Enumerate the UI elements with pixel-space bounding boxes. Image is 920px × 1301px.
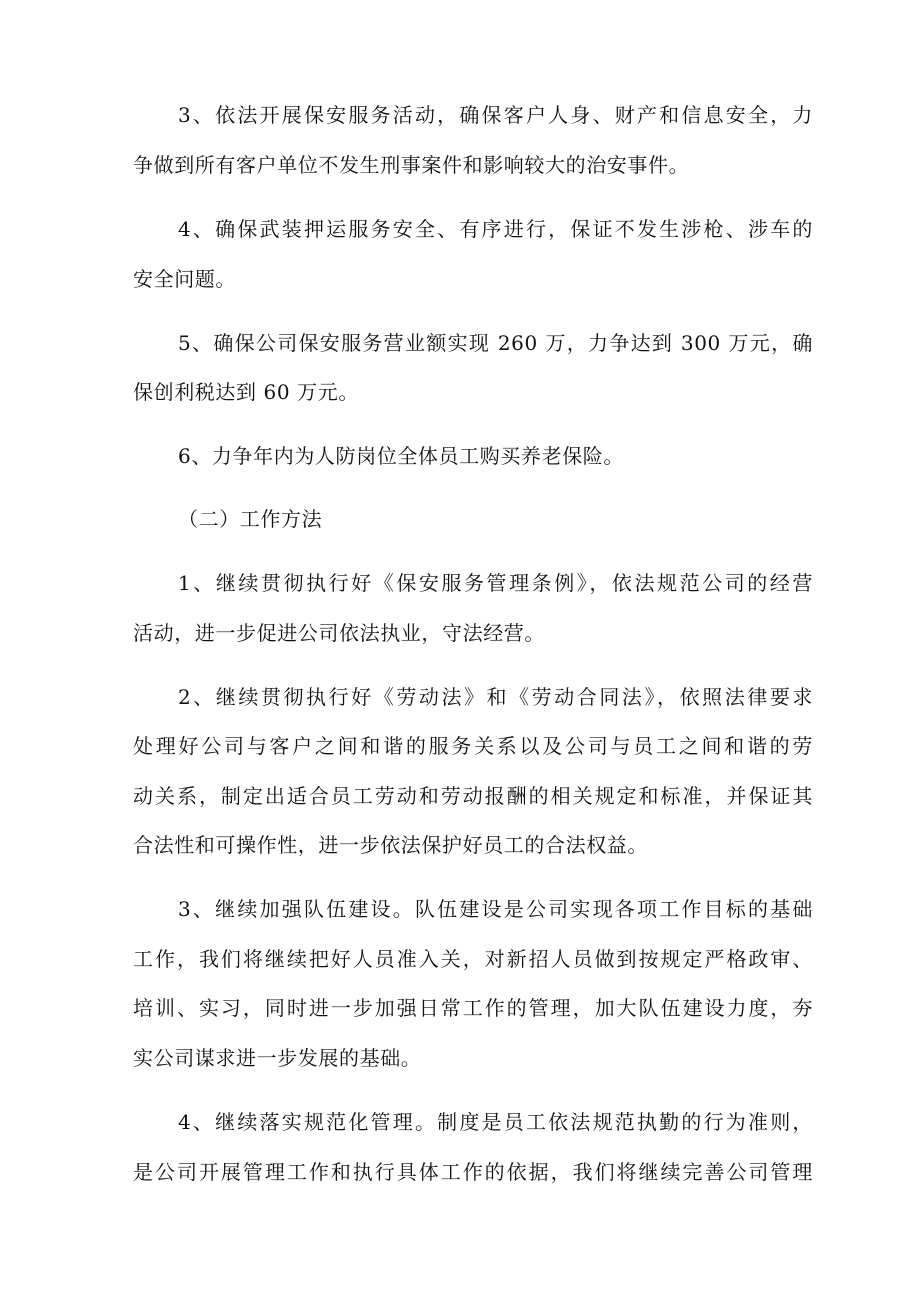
- paragraph-method-1-line-1: 1、继续贯彻执行好《保安服务管理条例》，依法规范公司的经营: [178, 571, 813, 595]
- paragraph-method-4-line-2: 是公司开展管理工作和执行具体工作的依据，我们将继续完善公司管理: [133, 1160, 813, 1184]
- section-heading-work-methods: （二）工作方法: [178, 507, 323, 531]
- paragraph-method-3-line-2: 工作，我们将继续把好人员准入关，对新招人员做到按规定严格政审、: [133, 947, 813, 971]
- paragraph-goal-4-line-1: 4、确保武装押运服务安全、有序进行，保证不发生涉枪、涉车的: [178, 217, 813, 241]
- paragraph-method-2-line-1: 2、继续贯彻执行好《劳动法》和《劳动合同法》，依照法律要求: [178, 685, 813, 709]
- paragraph-method-1-line-2: 活动，进一步促进公司依法执业，守法经营。: [133, 621, 545, 645]
- paragraph-goal-5-line-1: 5、确保公司保安服务营业额实现 260 万，力争达到 300 万元，确: [178, 331, 813, 355]
- paragraph-method-2-line-4: 合法性和可操作性，进一步依法保护好员工的合法权益。: [133, 833, 648, 857]
- paragraph-goal-6-line-1: 6、力争年内为人防岗位全体员工购买养老保险。: [178, 444, 624, 468]
- paragraph-method-3-line-3: 培训、实习，同时进一步加强日常工作的管理，加大队伍建设力度，夯: [133, 996, 813, 1020]
- paragraph-method-3-line-4: 实公司谋求进一步发展的基础。: [133, 1046, 422, 1070]
- paragraph-goal-5-line-2: 保创利税达到 60 万元。: [133, 380, 359, 404]
- paragraph-method-2-line-3: 动关系，制定出适合员工劳动和劳动报酬的相关规定和标准，并保证其: [133, 784, 813, 808]
- paragraph-goal-3-line-2: 争做到所有客户单位不发生刑事案件和影响较大的治安事件。: [133, 153, 690, 177]
- paragraph-goal-4-line-2: 安全问题。: [133, 267, 236, 291]
- paragraph-method-3-line-1: 3、继续加强队伍建设。队伍建设是公司实现各项工作目标的基础: [178, 897, 813, 921]
- paragraph-method-2-line-2: 处理好公司与客户之间和谐的服务关系以及公司与员工之间和谐的劳: [133, 734, 813, 758]
- paragraph-method-4-line-1: 4、继续落实规范化管理。制度是员工依法规范执勤的行为准则，: [178, 1110, 813, 1134]
- paragraph-goal-3-line-1: 3、依法开展保安服务活动，确保客户人身、财产和信息安全，力: [178, 103, 813, 127]
